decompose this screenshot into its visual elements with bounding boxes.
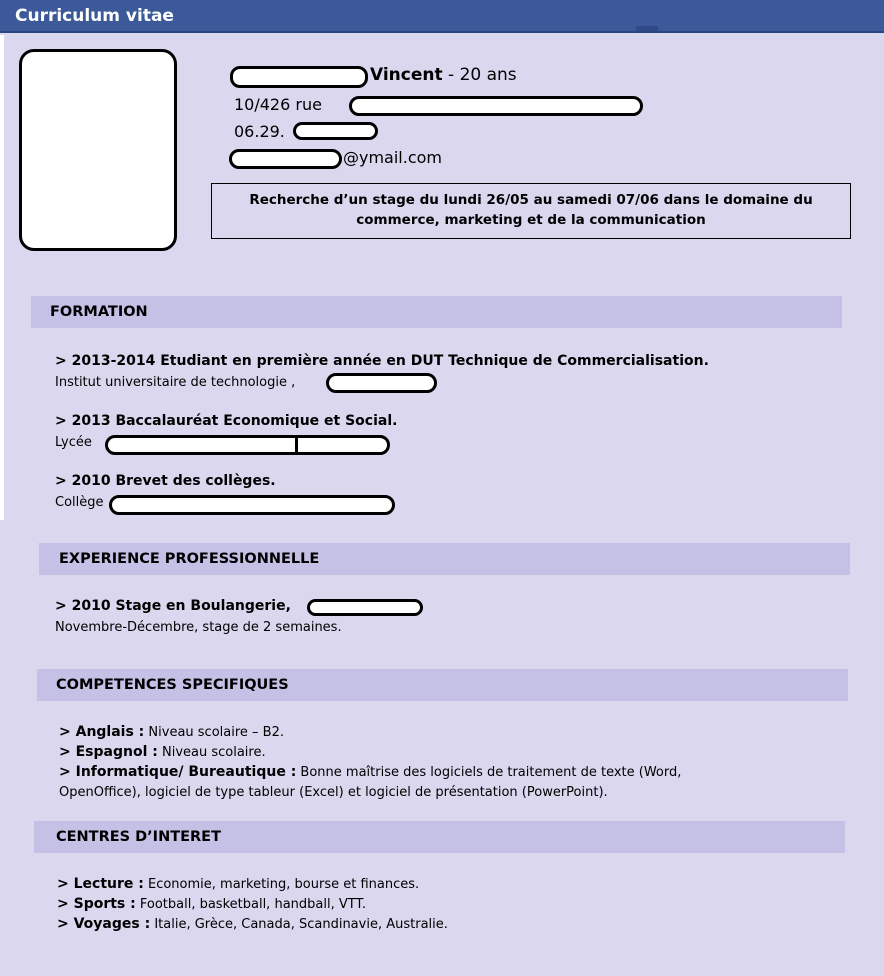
competence-label: > Espagnol :	[59, 744, 158, 760]
competence-label: > Anglais :	[59, 724, 145, 740]
phone-prefix: 06.29.	[234, 122, 285, 141]
age-text: - 20 ans	[448, 65, 517, 85]
competence-text: Niveau scolaire.	[157, 745, 266, 760]
interest-label: > Sports :	[57, 896, 136, 912]
interest-label: > Lecture :	[57, 876, 144, 892]
section-header-competences: COMPETENCES SPECIFIQUES	[37, 669, 848, 701]
competence-label: > Informatique/ Bureautique :	[59, 764, 297, 780]
competence-text: Niveau scolaire – B2.	[144, 725, 284, 740]
interest-text: Football, basketball, handball, VTT.	[135, 897, 366, 912]
name-text: Vincent	[370, 65, 443, 85]
formation-entry-sub: Collège	[55, 495, 104, 510]
name-line	[370, 65, 517, 85]
formation-entry-title: > 2010 Brevet des collèges.	[55, 473, 276, 489]
redacted-institution	[326, 373, 437, 393]
section-header-experience: EXPERIENCE PROFESSIONNELLE	[39, 543, 850, 575]
interest-text: Economie, marketing, bourse et finances.	[143, 877, 420, 892]
title-bar-notch	[636, 26, 658, 31]
formation-entry-title: > 2013-2014 Etudiant en première année en DUT Technique de Commercialisation.	[55, 353, 709, 369]
redacted-employer	[307, 599, 423, 616]
window-title: Curriculum vitae	[15, 6, 174, 26]
competence-item	[59, 762, 759, 803]
redaction-divider	[295, 437, 298, 453]
redacted-lycee	[105, 435, 390, 455]
page-left-edge	[0, 35, 4, 520]
interest-item	[57, 914, 817, 935]
objective-box: Recherche d’un stage du lundi 26/05 au samedi 07/06 dans le domaine du commerce, marketing et de la communication	[211, 183, 851, 239]
formation-entry-title: > 2013 Baccalauréat Economique et Social.	[55, 413, 398, 429]
redacted-address	[349, 96, 643, 116]
title-bar	[0, 0, 884, 33]
competence-item	[59, 742, 799, 763]
redacted-email-user	[229, 149, 342, 169]
section-header-interets: CENTRES D’INTERET	[34, 821, 845, 853]
competence-item	[59, 722, 799, 743]
interest-item	[57, 894, 817, 915]
interest-label: > Voyages :	[57, 916, 151, 932]
experience-entry-title: > 2010 Stage en Boulangerie,	[55, 598, 291, 614]
interest-text: Italie, Grèce, Canada, Scandinavie, Australie.	[150, 917, 448, 932]
interest-item	[57, 874, 817, 895]
redacted-college	[109, 495, 395, 515]
email-suffix: @ymail.com	[343, 148, 443, 167]
photo-placeholder	[19, 49, 177, 251]
formation-entry-sub: Institut universitaire de technologie ,	[55, 375, 296, 390]
formation-entry-sub: Lycée	[55, 435, 92, 450]
section-header-formation: FORMATION	[31, 296, 842, 328]
redacted-phone	[293, 122, 378, 140]
competence-text: Bonne maîtrise des logiciels de traitement de texte (Word, OpenOffice), logiciel de type tableur (Excel) et logiciel de présentation (PowerPoint).	[59, 765, 682, 800]
address-prefix: 10/426 rue	[234, 95, 322, 114]
experience-entry-sub: Novembre-Décembre, stage de 2 semaines.	[55, 620, 342, 635]
redacted-first-name	[230, 66, 368, 88]
